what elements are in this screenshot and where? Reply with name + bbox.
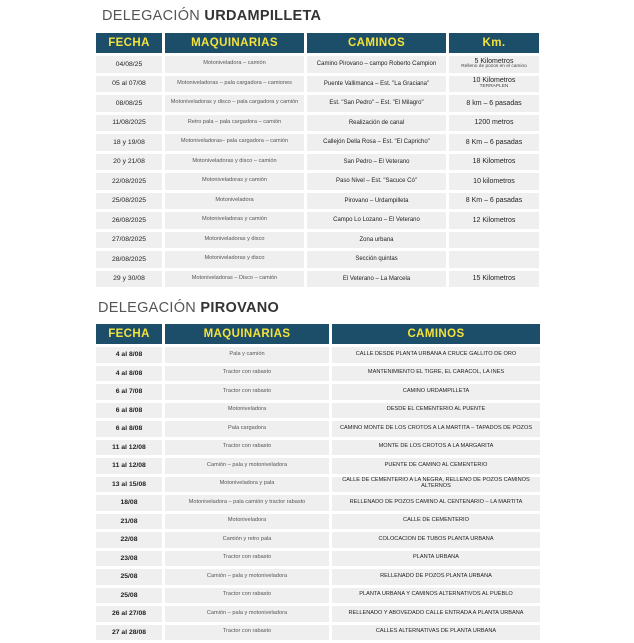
- cell-fecha: 28/08/2025: [96, 251, 162, 268]
- table-row: [96, 76, 539, 93]
- cell-caminos: CALLE DE CEMENTERIO A LA NEGRA, RELLENO DE POZOS CAMINOS ALTERNOS: [332, 477, 540, 493]
- section-title-prefix: DELEGACIÓN: [102, 8, 205, 24]
- cell-maquinarias: Motoniveladoras y disco – pala cargadora y camión: [165, 95, 304, 112]
- cell-fecha: 4 al 8/08: [96, 347, 162, 363]
- cell-fecha: 27 al 28/08: [96, 625, 162, 641]
- cell-maquinarias: Retro pala – pala cargadora – camión: [165, 115, 304, 132]
- km-value: 18 Kilometros: [472, 158, 516, 166]
- cell-maquinarias: Motoniveladoras – pala cargadora – camiones: [165, 76, 304, 93]
- cell-km: [449, 56, 539, 73]
- table-row: [96, 403, 540, 419]
- cell-fecha: 25/08: [96, 569, 162, 585]
- km-value: 10 kilometros: [473, 177, 515, 185]
- table-row: [96, 551, 540, 567]
- cell-maquinarias: Motoniveladoras y disco: [165, 251, 304, 268]
- cell-fecha: 11 al 12/08: [96, 440, 162, 456]
- km-value: 8 km – 6 pasadas: [466, 99, 522, 107]
- cell-fecha: 23/08: [96, 551, 162, 567]
- cell-km: [449, 193, 539, 210]
- cell-caminos: DESDE EL CEMENTERIO AL PUENTE: [332, 403, 540, 419]
- table-row: [96, 458, 540, 474]
- table-row: [96, 251, 539, 268]
- cell-caminos: San Pedro – El Veterano: [307, 154, 446, 171]
- cell-caminos: Campo Lo Lozano – El Veterano: [307, 212, 446, 229]
- km-value: 1200 metros: [474, 119, 514, 127]
- km-value: 10 Kilometros: [472, 77, 516, 85]
- cell-maquinarias: Camión – pala y motoniveladora: [165, 569, 329, 585]
- cell-caminos: Est. "San Pedro" – Est. "El Milagro": [307, 95, 446, 112]
- cell-fecha: 11 al 12/08: [96, 458, 162, 474]
- cell-caminos: Zona urbana: [307, 232, 446, 249]
- table-row: [96, 347, 540, 363]
- cell-km: [449, 95, 539, 112]
- cell-km: [449, 173, 539, 190]
- km-value: 15 Kilometros: [472, 275, 516, 283]
- header-maquinarias: MAQUINARIAS: [165, 33, 304, 53]
- cell-caminos: El Veterano – La Marcela: [307, 271, 446, 288]
- cell-maquinarias: Motoniveladoras y camión: [165, 212, 304, 229]
- cell-caminos: CALLE DESDE PLANTA URBANA A CRUCE GALLITO DE ORO: [332, 347, 540, 363]
- cell-fecha: 11/08/2025: [96, 115, 162, 132]
- cell-maquinarias: Motoniveladora – pala camión y tractor rabasto: [165, 495, 329, 511]
- section-title-prefix: DELEGACIÓN: [98, 300, 201, 316]
- cell-maquinarias: Tractor con rabasto: [165, 440, 329, 456]
- cell-km: [449, 232, 539, 249]
- cell-fecha: 6 al 8/08: [96, 403, 162, 419]
- cell-caminos: PLANTA URBANA Y CAMINOS ALTERNATIVOS AL PUEBLO: [332, 588, 540, 604]
- table-row: [96, 625, 540, 641]
- table-row: [96, 440, 540, 456]
- cell-caminos: RELLENADO Y ABOVEDADO CALLE ENTRADA A PLANTA URBANA: [332, 606, 540, 622]
- cell-caminos: RELLENADO DE POZOS PLANTA URBANA: [332, 569, 540, 585]
- cell-caminos: MONTE DE LOS CROTOS A LA MARGARITA: [332, 440, 540, 456]
- header-fecha: FECHA: [96, 324, 162, 344]
- cell-maquinarias: Tractor con rabasto: [165, 384, 329, 400]
- cell-caminos: CALLE DE CEMENTERIO: [332, 514, 540, 530]
- cell-maquinarias: Camión y retro pala: [165, 532, 329, 548]
- section-title-name: URDAMPILLETA: [204, 8, 322, 24]
- cell-caminos: CALLES ALTERNATIVAS DE PLANTA URBANA: [332, 625, 540, 641]
- cell-caminos: RELLENADO DE POZOS CAMINO AL CENTENARIO – LA MARTITA: [332, 495, 540, 511]
- cell-caminos: Sección quintas: [307, 251, 446, 268]
- cell-fecha: 4 al 8/08: [96, 366, 162, 382]
- table-row: [96, 193, 539, 210]
- cell-caminos: CAMINO URDAMPILLETA: [332, 384, 540, 400]
- table-header-row: [96, 324, 540, 344]
- cell-km: [449, 251, 539, 268]
- header-maquinarias: MAQUINARIAS: [165, 324, 329, 344]
- cell-caminos: Pirovano – Urdampilleta: [307, 193, 446, 210]
- km-note: Relleno de pozos en el camino: [461, 64, 527, 70]
- table-row: [96, 173, 539, 190]
- cell-maquinarias: Pala y camión: [165, 347, 329, 363]
- cell-maquinarias: Tractor con rabasto: [165, 625, 329, 641]
- table-body: [96, 56, 539, 287]
- cell-fecha: 26 al 27/08: [96, 606, 162, 622]
- cell-fecha: 08/08/25: [96, 95, 162, 112]
- table-row: [96, 588, 540, 604]
- cell-maquinarias: Motoniveladoras y camión: [165, 173, 304, 190]
- cell-fecha: 25/08/2025: [96, 193, 162, 210]
- cell-fecha: 20 y 21/08: [96, 154, 162, 171]
- cell-fecha: 25/08: [96, 588, 162, 604]
- km-value: 8 Km – 6 pasadas: [465, 197, 523, 205]
- km-note: TERRAPLEN: [479, 83, 509, 89]
- cell-maquinarias: Pala cargadora: [165, 421, 329, 437]
- cell-maquinarias: Motoniveladoras y disco: [165, 232, 304, 249]
- cell-km: [449, 115, 539, 132]
- cell-fecha: 18 y 19/08: [96, 134, 162, 151]
- table-row: [96, 421, 540, 437]
- cell-km: [449, 76, 539, 93]
- cell-maquinarias: Motoniveladora – camión: [165, 56, 304, 73]
- table-row: [96, 95, 539, 112]
- table-row: [96, 495, 540, 511]
- table-row: [96, 232, 539, 249]
- cell-caminos: COLOCACION DE TUBOS PLANTA URBANA: [332, 532, 540, 548]
- header-caminos: CAMINOS: [307, 33, 446, 53]
- table-header-row: [96, 33, 539, 53]
- header-km: Km.: [449, 33, 539, 53]
- cell-fecha: 6 al 8/08: [96, 421, 162, 437]
- table-row: [96, 532, 540, 548]
- table-row: [96, 212, 539, 229]
- cell-maquinarias: Motoniveladora: [165, 193, 304, 210]
- cell-fecha: 22/08/2025: [96, 173, 162, 190]
- cell-fecha: 27/08/2025: [96, 232, 162, 249]
- cell-caminos: PUENTE DE CAMINO AL CEMENTERIO: [332, 458, 540, 474]
- table-row: [96, 606, 540, 622]
- cell-caminos: Puente Vallimanca – Est. "La Graciana": [307, 76, 446, 93]
- table-row: [96, 384, 540, 400]
- table-row: [96, 115, 539, 132]
- section-title-pirovano: [98, 300, 279, 316]
- cell-caminos: CAMINO MONTE DE LOS CROTOS A LA MARTITA – TAPADOS DE POZOS: [332, 421, 540, 437]
- cell-fecha: 18/08: [96, 495, 162, 511]
- table-row: [96, 154, 539, 171]
- cell-caminos: Callejón Della Rosa – Est. "El Capricho": [307, 134, 446, 151]
- cell-fecha: 29 y 30/08: [96, 271, 162, 288]
- cell-maquinarias: Camión – pala y motoniveladora: [165, 606, 329, 622]
- cell-maquinarias: Camión – pala y motoniveladora: [165, 458, 329, 474]
- cell-caminos: PLANTA URBANA: [332, 551, 540, 567]
- cell-km: [449, 271, 539, 288]
- cell-maquinarias: Motoniveladoras y disco – camión: [165, 154, 304, 171]
- cell-caminos: Paso Nivel – Est. "Sacuce Có": [307, 173, 446, 190]
- table-pirovano: [93, 321, 543, 643]
- table-row: [96, 477, 540, 493]
- cell-km: [449, 154, 539, 171]
- table-urdampilleta: [93, 30, 542, 290]
- cell-maquinarias: Tractor con rabasto: [165, 551, 329, 567]
- cell-maquinarias: Motoniveladora y pala: [165, 477, 329, 493]
- cell-maquinarias: Motoniveladoras– pala cargadora – camión: [165, 134, 304, 151]
- section-title-name: PIROVANO: [200, 300, 280, 316]
- cell-fecha: 04/08/25: [96, 56, 162, 73]
- cell-caminos: MANTENIMIENTO EL TIGRE, EL CARACOL, LA INES: [332, 366, 540, 382]
- km-value: 8 Km – 6 pasadas: [465, 138, 523, 146]
- cell-fecha: 22/08: [96, 532, 162, 548]
- table-row: [96, 271, 539, 288]
- cell-km: [449, 212, 539, 229]
- cell-fecha: 05 al 07/08: [96, 76, 162, 93]
- table-row: [96, 514, 540, 530]
- km-value: 12 Kilometros: [472, 216, 516, 224]
- table-body: [96, 347, 540, 640]
- cell-fecha: 26/08/2025: [96, 212, 162, 229]
- cell-fecha: 13 al 15/08: [96, 477, 162, 493]
- header-fecha: FECHA: [96, 33, 162, 53]
- table-row: [96, 56, 539, 73]
- cell-fecha: 6 al 7/08: [96, 384, 162, 400]
- table-row: [96, 366, 540, 382]
- cell-caminos: Realización de canal: [307, 115, 446, 132]
- cell-km: [449, 134, 539, 151]
- km-value: 5 Kilometros: [474, 57, 514, 65]
- table-row: [96, 569, 540, 585]
- section-title-urdampilleta: [102, 8, 321, 24]
- cell-maquinarias: Tractor con rabasto: [165, 588, 329, 604]
- cell-maquinarias: Motoniveladoras – Disco – camión: [165, 271, 304, 288]
- cell-maquinarias: Motoniveladora: [165, 514, 329, 530]
- table-row: [96, 134, 539, 151]
- cell-fecha: 21/08: [96, 514, 162, 530]
- cell-caminos: Camino Pirovano – campo Roberto Campion: [307, 56, 446, 73]
- header-caminos: CAMINOS: [332, 324, 540, 344]
- cell-maquinarias: Tractor con rabasto: [165, 366, 329, 382]
- cell-maquinarias: Motoniveladora: [165, 403, 329, 419]
